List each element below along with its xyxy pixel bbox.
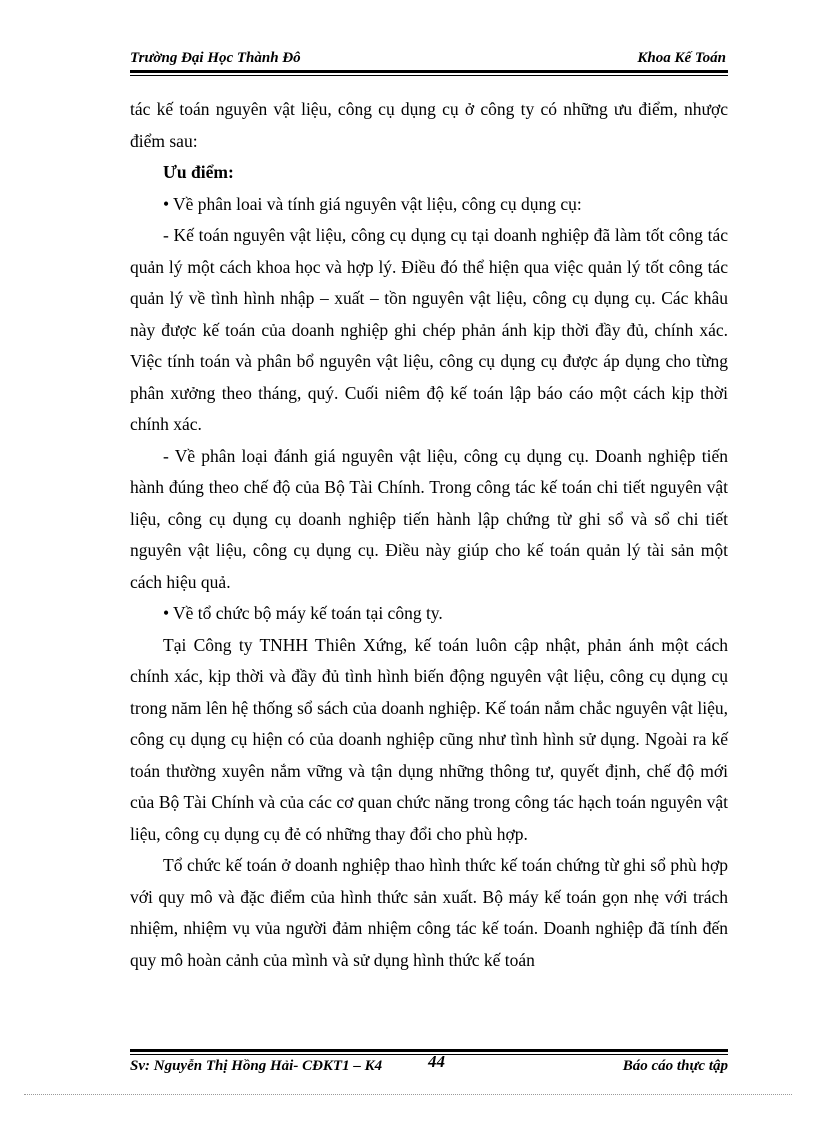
section-subheading: Ưu điểm: — [163, 162, 234, 182]
paragraph: Tổ chức kế toán ở doanh nghiệp thao hình thức kế toán chứng từ ghi sổ phù hợp với quy mô và đặc điểm của hình thức sản xuất. Bộ máy kế toán gọn nhẹ với trách nhiệm, nhiệm vụ vủa người đảm nhiệm công tác kế toán. Doanh nghiệp đã tính đến quy mô hoàn cảnh của mình và sử dụng hình thức kế toán — [130, 855, 728, 970]
paragraph: - Kế toán nguyên vật liệu, công cụ dụng cụ tại doanh nghiệp đã làm tốt công tác quản lý một cách khoa học và hợp lý. Điều đó thể hiện qua việc quản lý tốt công tác quản lý về tình hình nhập – xuất – tồn nguyên vật liệu, công cụ dụng cụ. Các khâu này được kế toán của doanh nghiệp ghi chép phản ánh kịp thời đầy đủ, chính xác. Việc tính toán và phân bổ nguyên vật liệu, công cụ dụng cụ được áp dụng cho từng phân xưởng theo tháng, quý. Cuối niêm độ kế toán lập báo cáo một cách kịp thời chính xác. — [130, 225, 728, 434]
header-rule-thin — [130, 75, 728, 76]
page-footer — [130, 1052, 728, 1080]
paragraph-intro: tác kế toán nguyên vật liệu, công cụ dụng cụ ở công ty có những ưu điểm, nhược điểm sau: — [130, 99, 728, 151]
bullet-item — [130, 189, 728, 221]
paragraph: Tại Công ty TNHH Thiên Xứng, kế toán luôn cập nhật, phản ánh một cách chính xác, kịp thời và đầy đủ tình hình biến động nguyên vật liệu, công cụ dụng cụ trong năm lên hệ thống sổ sách của doanh nghiệp. Kế toán nắm chắc nguyên vật liệu, công cụ dụng cụ hiện có của doanh nghiệp cũng như tình hình sử dụng. Ngoài ra kế toán thường xuyên nắm vững và tận dụng những thông tư, quyết định, chế độ mới của Bộ Tài Chính và của các cơ quan chức năng trong công tác hạch toán nguyên vật liệu, công cụ dụng cụ đẻ có những thay đổi cho phù hợp. — [130, 634, 728, 844]
paragraph: - Về phân loại đánh giá nguyên vật liệu, công cụ dụng cụ. Doanh nghiệp tiến hành đúng theo chế độ của Bộ Tài Chính. Trong công tác kế toán chi tiết nguyên vật liệu, công cụ dụng cụ doanh nghiệp tiến hành lập chứng từ ghi sổ và sổ chi tiết nguyên vật liệu, công cụ dụng cụ. Điều này giúp cho kế toán quản lý tài sản một cách hiệu quả. — [130, 445, 728, 592]
bullet-text: Về tổ chức bộ máy kế toán tại công ty. — [173, 603, 443, 623]
document-body — [130, 94, 728, 976]
header-rule-thick — [130, 70, 728, 73]
bullet-icon: • — [163, 603, 170, 623]
bullet-icon: • — [163, 193, 170, 214]
footer-student-name: Sv: Nguyễn Thị Hồng Hải- CĐKT1 – K4 — [130, 1058, 383, 1074]
header-faculty-name: Khoa Kế Toán — [637, 50, 726, 66]
bullet-text: Về phân loai và tính giá nguyên vật liệu, công cụ dụng cụ: — [173, 193, 582, 214]
page-header — [130, 48, 726, 70]
footer-report-type: Báo cáo thực tập — [622, 1058, 728, 1074]
page-number: 44 — [428, 1052, 445, 1071]
page-break-line — [24, 1094, 792, 1095]
bullet-item — [130, 598, 728, 630]
header-school-name: Trường Đại Học Thành Đô — [130, 50, 301, 66]
